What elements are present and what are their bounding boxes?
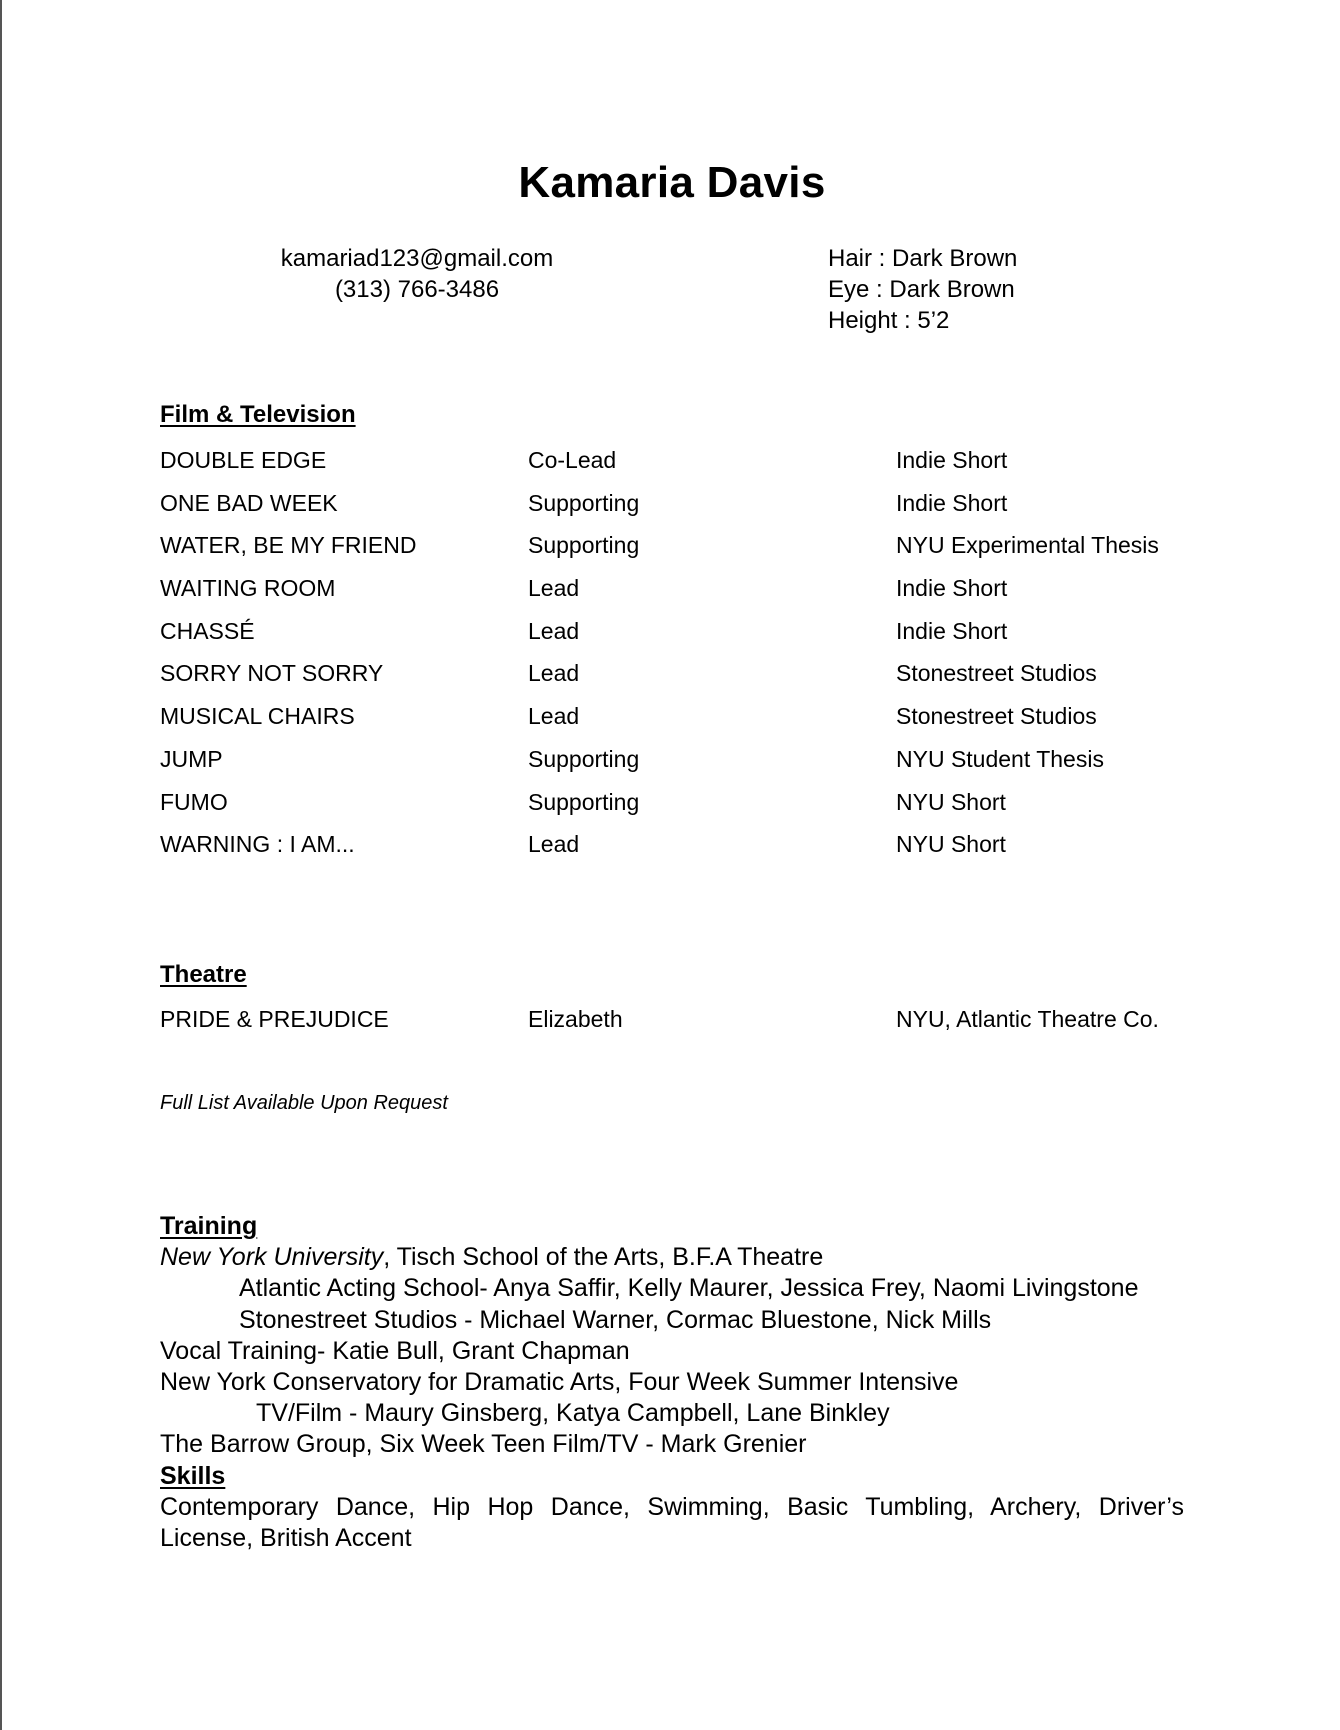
full-list-note: Full List Available Upon Request: [160, 1092, 448, 1114]
credit-title: PRIDE & PREJUDICE: [160, 1006, 389, 1032]
credit-role: Elizabeth: [528, 1006, 623, 1032]
credit-title: ONE BAD WEEK: [160, 489, 338, 516]
theatre-credits: [160, 1006, 1220, 1049]
credit-company: Indie Short: [896, 489, 1008, 516]
credit-company: Indie Short: [896, 617, 1008, 644]
credit-title: WARNING : I AM...: [160, 831, 355, 858]
credit-role: Lead: [528, 575, 580, 602]
training-line: Stonestreet Studios - Michael Warner, Cormac Bluestone, Nick Mills: [239, 1305, 992, 1334]
credit-title: DOUBLE EDGE: [160, 447, 327, 473]
credit-role: Lead: [528, 660, 580, 687]
training-section: [160, 1211, 1190, 1554]
credit-title: FUMO: [160, 788, 228, 815]
email-text: kamariad123@gmail.com: [280, 245, 554, 272]
credit-row: [160, 618, 1220, 661]
credit-role: Lead: [528, 831, 580, 858]
physical-stats: [828, 243, 1228, 336]
credit-title: WAITING ROOM: [160, 575, 336, 602]
film-tv-heading: Film & Television: [160, 401, 356, 428]
credit-row: [160, 447, 1220, 490]
credit-row: [160, 703, 1220, 746]
credit-company: NYU Short: [896, 831, 1006, 858]
height: Height : 5’2: [828, 307, 950, 334]
credit-row: [160, 789, 1220, 832]
credit-role: Supporting: [528, 788, 640, 815]
skills-heading: Skills: [160, 1461, 226, 1490]
credit-title: MUSICAL CHAIRS: [160, 703, 355, 730]
resume-name: Kamaria Davis: [518, 158, 826, 207]
credit-company: NYU Short: [896, 788, 1006, 815]
training-school: [160, 1242, 1190, 1273]
credit-company: Indie Short: [896, 575, 1008, 602]
school-program: , Tisch School of the Arts, B.F.A Theatre: [383, 1243, 824, 1272]
credit-company: Stonestreet Studios: [896, 703, 1097, 730]
training-heading: Training: [160, 1212, 258, 1240]
training-line: New York Conservatory for Dramatic Arts, Four Week Summer Intensive: [160, 1368, 959, 1397]
credit-row: [160, 831, 1220, 874]
credit-company: Stonestreet Studios: [896, 660, 1097, 687]
credit-row: [160, 575, 1220, 618]
credit-row: [160, 532, 1220, 575]
training-line: Atlantic Acting School- Anya Saffir, Kelly Maurer, Jessica Frey, Naomi Livingstone: [239, 1274, 1139, 1303]
credit-company: NYU Experimental Thesis: [896, 532, 1159, 559]
credit-role: Co-Lead: [528, 447, 617, 473]
credit-company: NYU Student Thesis: [896, 745, 1104, 772]
credit-role: Supporting: [528, 489, 640, 516]
credit-role: Lead: [528, 703, 580, 730]
credit-title: WATER, BE MY FRIEND: [160, 532, 417, 559]
credit-role: Lead: [528, 617, 580, 644]
theatre-heading: Theatre: [160, 961, 247, 988]
credit-title: CHASSÉ: [160, 617, 255, 644]
credit-company: NYU, Atlantic Theatre Co.: [896, 1006, 1159, 1032]
credit-row: [160, 1006, 1220, 1049]
credit-row: [160, 746, 1220, 789]
credit-title: JUMP: [160, 745, 223, 772]
credit-role: Supporting: [528, 532, 640, 559]
training-line: TV/Film - Maury Ginsberg, Katya Campbell, Lane Binkley: [256, 1399, 890, 1428]
credit-title: SORRY NOT SORRY: [160, 660, 384, 687]
eye-color: Eye : Dark Brown: [828, 276, 1015, 303]
skills-text: Contemporary Dance, Hip Hop Dance, Swimming, Basic Tumbling, Archery, Driver’s License, British Accent: [160, 1492, 1184, 1553]
credit-row: [160, 660, 1220, 703]
training-line: The Barrow Group, Six Week Teen Film/TV - Mark Grenier: [160, 1430, 807, 1459]
phone-text: (313) 766-3486: [334, 276, 500, 303]
credit-row: [160, 490, 1220, 533]
training-line: Vocal Training- Katie Bull, Grant Chapman: [160, 1336, 630, 1365]
credit-company: Indie Short: [896, 447, 1008, 473]
contact-info: [242, 243, 592, 305]
film-tv-credits: [160, 447, 1220, 874]
school-name: New York University: [160, 1243, 384, 1272]
credit-role: Supporting: [528, 745, 640, 772]
hair-color: Hair : Dark Brown: [828, 245, 1018, 272]
